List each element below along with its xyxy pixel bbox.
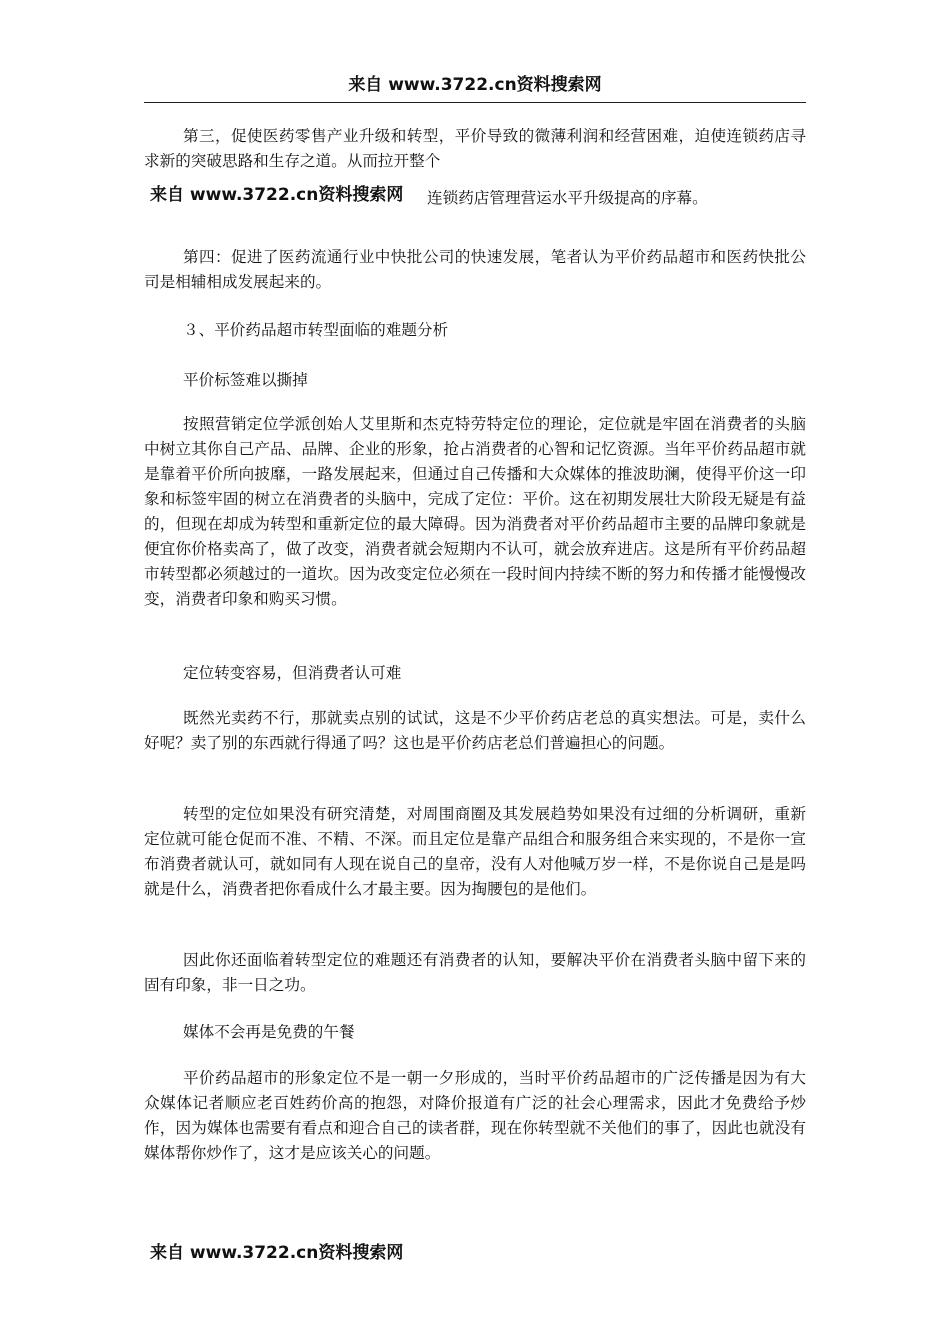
paragraph-sell-other-items: 既然光卖药不行，那就卖点别的试试，这是不少平价药店老总的真实想法。可是，卖什么好呢？卖了别的东西就行得通了吗？这也是平价药店老总们普遍担心的问题。 (144, 709, 806, 752)
paragraph-third-point: 第三，促使医药零售产业升级和转型，平价导致的微薄利润和经营困难，迫使连锁药店寻求新的突破思路和生存之道。从而拉开整个 (144, 127, 806, 170)
subheading-media-not-free: 媒体不会再是免费的午餐 (183, 1023, 355, 1041)
watermark-inline: 来自 www.3722.cn资料搜索网 (150, 185, 404, 205)
watermark-footer: 来自 www.3722.cn资料搜索网 (150, 1243, 404, 1263)
paragraph-positioning-theory: 按照营销定位学派创始人艾里斯和杰克特劳特定位的理论，定位就是牢固在消费者的头脑中树立其你自己产品、品牌、企业的形象，抢占消费者的心智和记忆资源。当年平价药品超市就是靠着平价所向披靡，一路发展起来，但通过自己传播和大众媒体的推波助澜，使得平价这一印象和标签牢固的树立在消费者的头脑中，完成了定位：平价。这在初期发展壮大阶段无疑是有益的，但现在却成为转型和重新定位的最大障碍。因为消费者对平价药品超市主要的品牌印象就是便宜你价格卖高了，做了改变，消费者就会短期内不认可，就会放弃进店。这是所有平价药品超市转型都必须越过的一道坎。因为改变定位必须在一段时间内持续不断的努力和传播才能慢慢改变，消费者印象和购买习惯。 (144, 415, 806, 608)
section-heading-3: ３、平价药品超市转型面临的难题分析 (183, 321, 449, 339)
paragraph-positioning-challenge: 因此你还面临着转型定位的难题还有消费者的认知，要解决平价在消费者头脑中留下来的固有印象，非一日之功。 (144, 951, 806, 994)
paragraph-third-point-continued: 连锁药店管理营运水平升级提高的序幕。 (427, 189, 708, 207)
subheading-consumer-recognition: 定位转变容易，但消费者认可难 (183, 664, 402, 682)
paragraph-transformation-positioning: 转型的定位如果没有研究清楚，对周围商圈及其发展趋势如果没有过细的分析调研，重新定位就可能仓促而不准、不精、不深。而且定位是靠产品组合和服务组合来实现的，不是你一宣布消费者就认可，就如同有人现在说自己的皇帝，没有人对他喊万岁一样，不是你说自己是是吗就是什么，消费者把你看成什么才最主要。因为掏腰包的是他们。 (144, 805, 806, 898)
subheading-price-label: 平价标签难以撕掉 (183, 371, 308, 389)
header-divider (144, 102, 806, 103)
page-header-source: 来自 www.3722.cn资料搜索网 (348, 75, 602, 95)
paragraph-fourth-point: 第四：促进了医药流通行业中快批公司的快速发展，笔者认为平价药品超市和医药快批公司是相辅相成发展起来的。 (144, 248, 806, 291)
paragraph-media-coverage: 平价药品超市的形象定位不是一朝一夕形成的，当时平价药品超市的广泛传播是因为有大众媒体记者顺应老百姓药价高的抱怨，对降价报道有广泛的社会心理需求，因此才免费给予炒作，因为媒体也需要有看点和迎合自己的读者群，现在你转型就不关他们的事了，因此也就没有媒体帮你炒作了，这才是应该关心的问题。 (144, 1069, 806, 1162)
